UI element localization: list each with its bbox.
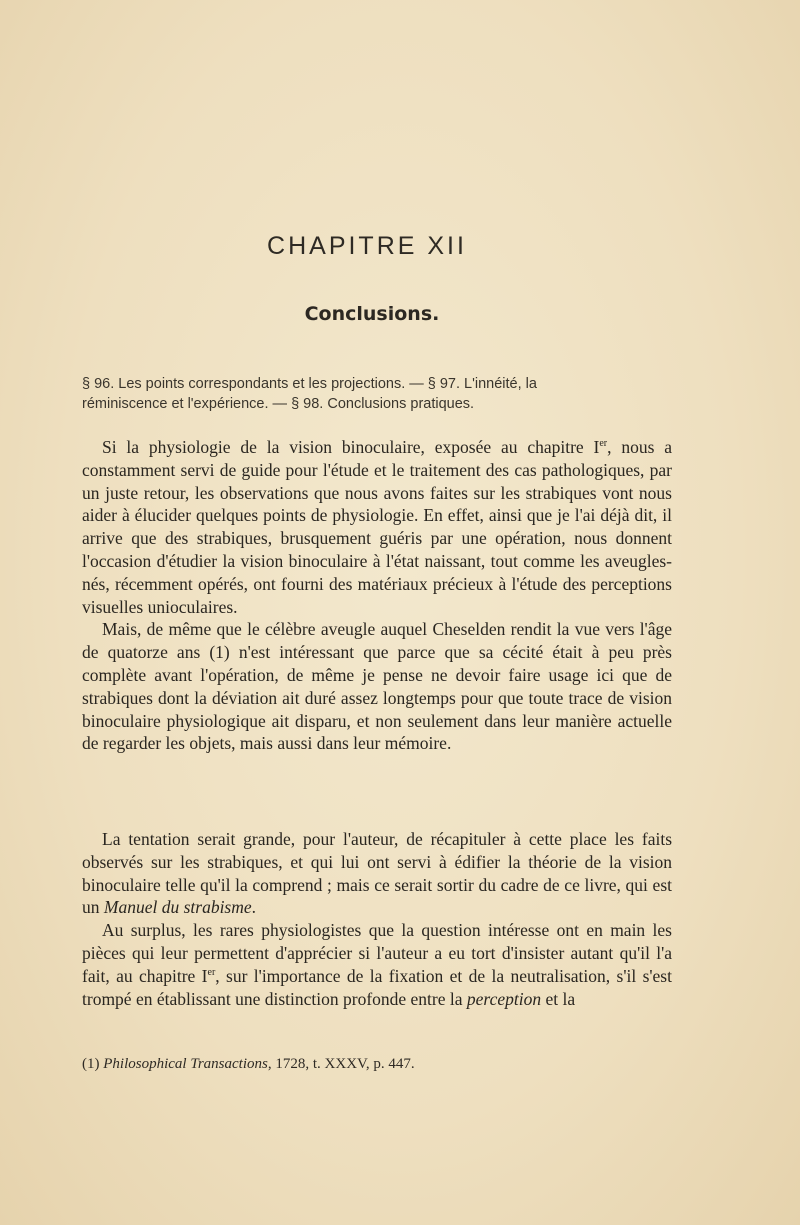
superscript-er: er [599, 438, 608, 450]
footnote-source: Philosophical Transactions [103, 1056, 268, 1072]
section-title: Conclusions. [304, 303, 440, 325]
paragraph-3-text-a: La tentation serait grande, pour l'auteur, de récapituler à cette place les faits observés sur les strabiques, et qui lui ont servi à édifier la théorie de la vision binoculaire telle qu'il la comprend ; mais ce serait sortir du cadre de ce livre, qui est un [82, 829, 672, 918]
footnote [82, 1056, 672, 1073]
paragraph-1-text-a: Si la physiologie de la vision binoculaire, exposée au chapitre I [102, 437, 600, 457]
footnote-marker: (1) [82, 1056, 104, 1072]
paragraph-2: Mais, de même que le célèbre aveugle auquel Cheselden rendit la vue vers l'âge de quatorze ans (1) n'est intéressant que parce que sa cécité était à peu près complète avant l'opération, de même je pense ne devoir faire usage ici que de strabiques dont la déviation ait duré assez longtemps pour que toute trace de vision binoculaire physiologique ait disparu, et non seulement dans leur manière actuelle de regarder les objets, mais aussi dans leur mémoire. [82, 619, 672, 754]
paragraph-4-italic: perception [466, 988, 542, 1009]
paragraph-4 [82, 919, 672, 1010]
paragraph-4-text-a: Au surplus, les rares physiologistes que la question intéresse ont en main les pièces qui leur permettent d'apprécier si l'auteur a eu tort d'insister autant qu'il l'a fait, au chapitre I [82, 920, 672, 986]
paragraph-1-text-b: , nous a constamment servi de guide pour l'étude et le traitement des cas pathologiques, par un juste retour, les observations que nous avons faites sur les strabiques vont nous aider à élucider quelques points de physiologie. En effet, ainsi que je l'ai déjà dit, il arrive que des strabiques, brusquement guéris par une opération, nous donnent l'occasion d'étudier la vision binoculaire à l'état naissant, tout comme les aveugles-nés, récemment opérés, ont fourni des matériaux précieux à l'étude des perceptions visuelles unioculaires. [82, 437, 672, 617]
body-text-block-2 [82, 828, 672, 1010]
summary-line-1: § 96. Les points correspondants et les projections. — § 97. L'innéité, la [82, 376, 537, 392]
superscript-er-2: er [207, 966, 216, 978]
paragraph-3-text-b: . [251, 897, 257, 918]
chapter-summary [82, 374, 672, 414]
paragraph-3 [82, 828, 672, 919]
chapter-heading: CHAPITRE XII [267, 232, 467, 260]
footnote-details: , 1728, t. XXXV, p. 447. [267, 1056, 415, 1072]
paragraph-4-text-c: et la [541, 988, 576, 1009]
paragraph-1 [82, 436, 672, 618]
paragraph-3-italic: Manuel du strabisme [103, 897, 252, 918]
body-text-block-1 [82, 436, 672, 755]
paragraph-4-text-b: , sur l'importance de la fixation et de la neutralisation, s'il s'est trompé en établissant une distinction profonde entre la [82, 965, 672, 1009]
summary-line-2: réminiscence et l'expérience. — § 98. Conclusions pratiques. [82, 396, 475, 412]
